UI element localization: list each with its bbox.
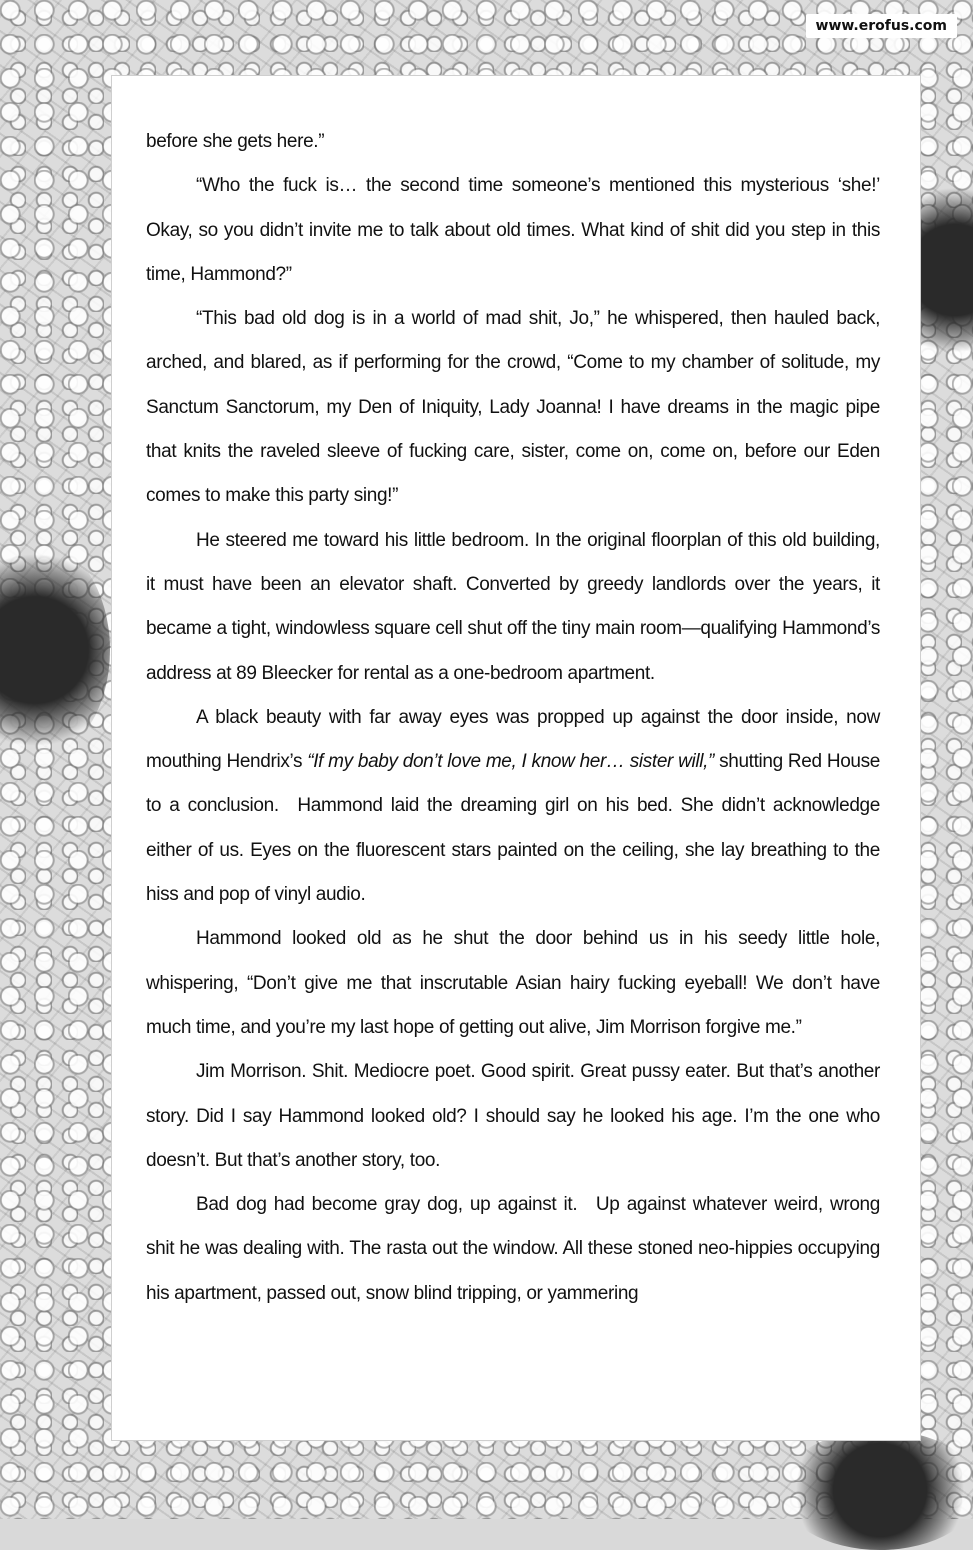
- page-body-text: [146, 120, 880, 1316]
- book-page: [112, 76, 920, 1440]
- text-run: before she gets here.”: [146, 131, 325, 152]
- text-run: Jim Morrison. Shit. Mediocre poet. Good spirit. Great pussy eater. But that’s another story. Did I say Hammond looked old? I should say he looked his age. I’m the one who doesn’t. But that’s another story, too.: [146, 1061, 880, 1171]
- text-run: A black beauty with far away eyes was propped up against the door inside, now mouthing Hendrix’s: [146, 706, 880, 773]
- watermark-label: www.erofus.com: [806, 14, 957, 38]
- paragraph: [146, 519, 880, 696]
- paragraph: [146, 917, 880, 1050]
- border-dark-detail-bottom: [780, 1430, 973, 1550]
- text-run: He steered me toward his little bedroom. In the original floorplan of this old building, it must have been an elevator shaft. Converted by greedy landlords over the years, it became a tight, windowless square cell shut off the tiny main room—qualifying Hammond’s address at 89 Bleecker for rental as a one-bedroom apartment.: [146, 529, 880, 684]
- text-run: “Who the fuck is… the second time someone’s mentioned this mysterious ‘she!’ Okay, so you didn’t invite me to talk about old times. What kind of shit did you step in this time, Hammond?”: [146, 175, 880, 285]
- paragraph: [146, 120, 880, 164]
- text-run: “This bad old dog is in a world of mad shit, Jo,” he whispered, then hauled back, arched, and blared, as if performing for the crowd, “Come to my chamber of solitude, my Sanctum Sanctorum, my Den of Iniquity, Lady Joanna! I have dreams in the magic pipe that knits the raveled sleeve of fucking care, sister, come on, come on, before our Eden comes to make this party sing!”: [146, 308, 880, 507]
- paragraph: [146, 1050, 880, 1183]
- text-run: Hammond looked old as he shut the door behind us in his seedy little hole, whispering, “Don’t give me that inscrutable Asian hairy fucking eyeball! We don’t have much time, and you’re my last hope of getting out alive, Jim Morrison forgive me.”: [146, 928, 880, 1038]
- paragraph: [146, 164, 880, 297]
- paragraph: [146, 1183, 880, 1316]
- paragraph: [146, 297, 880, 518]
- text-run: shutting Red House to a conclusion. Hammond laid the dreaming girl on his bed. She didn’t acknowledge either of us. Eyes on the fluorescent stars painted on the ceiling, she lay breathing to the hiss and pop of vinyl audio.: [146, 751, 880, 906]
- text-run: Bad dog had become gray dog, up against it. Up against whatever weird, wrong shit he was dealing with. The rasta out the window. All these stoned neo-hippies occupying his apartment, passed out, snow blind tripping, or yammering: [146, 1194, 880, 1304]
- paragraph: [146, 696, 880, 917]
- italic-quote: “If my baby don’t love me, I know her… sister will,”: [307, 751, 715, 773]
